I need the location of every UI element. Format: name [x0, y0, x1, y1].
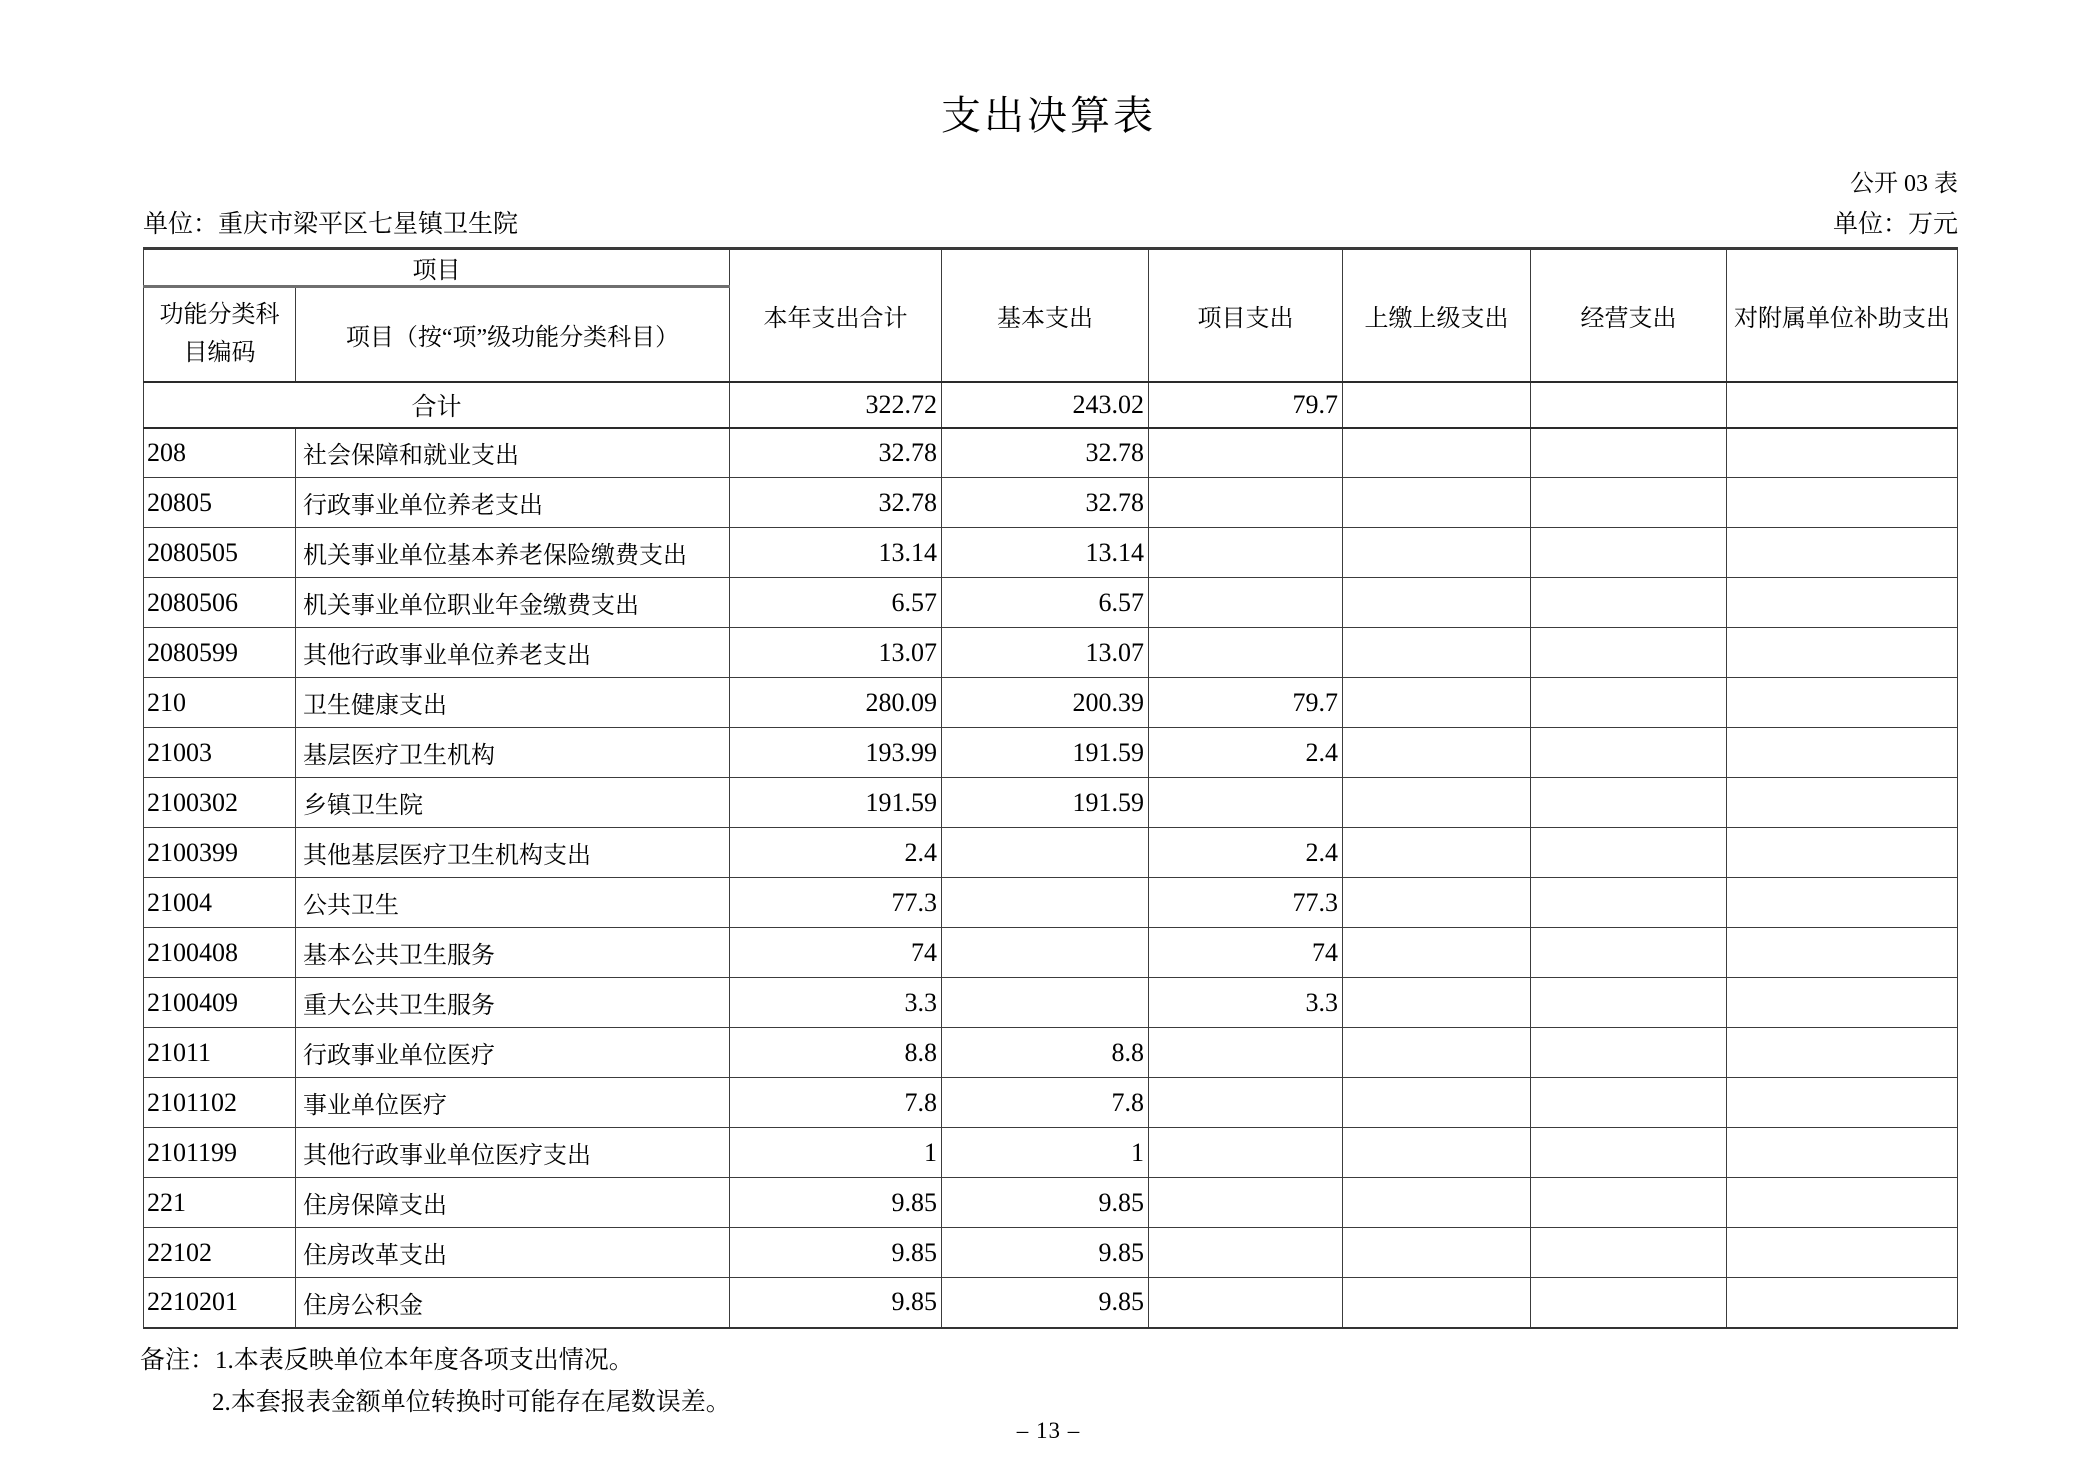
row-code: 21004 — [144, 878, 296, 928]
row-value — [1727, 1028, 1958, 1078]
row-value: 1 — [730, 1128, 942, 1178]
row-value — [1727, 1228, 1958, 1278]
row-value — [1343, 978, 1531, 1028]
row-value — [1531, 878, 1727, 928]
row-value — [942, 978, 1149, 1028]
table-row — [144, 1128, 1958, 1178]
row-value — [1727, 678, 1958, 728]
row-code: 2100399 — [144, 828, 296, 878]
row-code: 2101102 — [144, 1078, 296, 1128]
row-value — [1531, 628, 1727, 678]
row-value — [1727, 1128, 1958, 1178]
row-code: 21003 — [144, 728, 296, 778]
row-value: 193.99 — [730, 728, 942, 778]
row-value: 7.8 — [942, 1078, 1149, 1128]
row-code: 2100408 — [144, 928, 296, 978]
row-value — [1149, 628, 1343, 678]
page-number: – 13 – — [1016, 1418, 1081, 1443]
row-value — [1343, 928, 1531, 978]
header-function-code: 功能分类科目编码 — [144, 287, 296, 382]
total-row-value: 79.7 — [1149, 382, 1343, 428]
row-value: 1 — [942, 1128, 1149, 1178]
currency-unit-label: 单位：万元 — [1832, 211, 1958, 238]
row-value — [1343, 478, 1531, 528]
table-row — [144, 878, 1958, 928]
row-value — [1531, 528, 1727, 578]
row-value — [1531, 478, 1727, 528]
row-value — [1343, 628, 1531, 678]
row-value — [1149, 1228, 1343, 1278]
row-value — [1343, 678, 1531, 728]
total-row-label: 合计 — [144, 382, 730, 428]
row-name: 其他基层医疗卫生机构支出 — [296, 828, 730, 878]
row-value — [1343, 778, 1531, 828]
row-value — [1343, 1028, 1531, 1078]
row-value — [1727, 878, 1958, 928]
header-basic-expenditure: 基本支出 — [942, 249, 1149, 382]
row-value: 3.3 — [1149, 978, 1343, 1028]
row-value — [1727, 578, 1958, 628]
row-value — [1531, 928, 1727, 978]
page-title: 支出决算表 — [941, 93, 1156, 138]
row-value: 9.85 — [730, 1228, 942, 1278]
row-value: 9.85 — [942, 1228, 1149, 1278]
row-value: 9.85 — [942, 1278, 1149, 1328]
row-value: 191.59 — [942, 728, 1149, 778]
total-row — [144, 382, 1958, 428]
row-value: 74 — [730, 928, 942, 978]
row-value — [1343, 578, 1531, 628]
row-value — [1343, 1178, 1531, 1228]
row-value: 2.4 — [1149, 828, 1343, 878]
table-row — [144, 678, 1958, 728]
row-value — [1727, 928, 1958, 978]
row-value: 9.85 — [730, 1178, 942, 1228]
table-row — [144, 978, 1958, 1028]
row-code: 2100409 — [144, 978, 296, 1028]
row-value — [1727, 828, 1958, 878]
table-row — [144, 828, 1958, 878]
note-line-1: 备注：1.本表反映单位本年度各项支出情况。 — [140, 1347, 634, 1374]
table-row — [144, 628, 1958, 678]
row-value: 191.59 — [730, 778, 942, 828]
table-code-label: 公开 03 表 — [1850, 171, 1958, 197]
row-value — [1149, 528, 1343, 578]
header-subsidy-expenditure: 对附属单位补助支出 — [1727, 249, 1958, 382]
row-code: 208 — [144, 428, 296, 478]
header-row-1 — [144, 249, 1958, 287]
row-name: 机关事业单位基本养老保险缴费支出 — [296, 528, 730, 578]
row-name: 其他行政事业单位养老支出 — [296, 628, 730, 678]
row-code: 2210201 — [144, 1278, 296, 1328]
row-value: 9.85 — [942, 1178, 1149, 1228]
row-name: 住房公积金 — [296, 1278, 730, 1328]
row-value: 32.78 — [730, 428, 942, 478]
row-name: 其他行政事业单位医疗支出 — [296, 1128, 730, 1178]
row-value: 74 — [1149, 928, 1343, 978]
row-value — [1343, 828, 1531, 878]
row-name: 社会保障和就业支出 — [296, 428, 730, 478]
row-value: 2.4 — [1149, 728, 1343, 778]
row-code: 2080506 — [144, 578, 296, 628]
row-code: 20805 — [144, 478, 296, 528]
row-value — [1727, 1278, 1958, 1328]
row-name: 住房改革支出 — [296, 1228, 730, 1278]
row-name: 卫生健康支出 — [296, 678, 730, 728]
row-value: 13.07 — [730, 628, 942, 678]
table-row — [144, 1078, 1958, 1128]
expenditure-table — [143, 247, 1958, 1329]
row-name: 行政事业单位医疗 — [296, 1028, 730, 1078]
row-value — [1727, 528, 1958, 578]
row-value — [1531, 728, 1727, 778]
row-code: 22102 — [144, 1228, 296, 1278]
table-row — [144, 1178, 1958, 1228]
table-row — [144, 478, 1958, 528]
row-value — [1531, 1028, 1727, 1078]
row-value: 32.78 — [942, 428, 1149, 478]
header-operating-expenditure: 经营支出 — [1531, 249, 1727, 382]
header-total-expenditure: 本年支出合计 — [730, 249, 942, 382]
row-value — [1149, 778, 1343, 828]
header-project-group: 项目 — [144, 249, 730, 287]
row-value — [1531, 428, 1727, 478]
row-name: 事业单位医疗 — [296, 1078, 730, 1128]
row-value — [942, 878, 1149, 928]
row-value — [1531, 1278, 1727, 1328]
row-value — [1343, 1078, 1531, 1128]
row-code: 2101199 — [144, 1128, 296, 1178]
row-value — [1531, 778, 1727, 828]
row-value — [1727, 428, 1958, 478]
row-value — [1343, 1278, 1531, 1328]
table-row — [144, 928, 1958, 978]
row-value: 9.85 — [730, 1278, 942, 1328]
row-value — [1343, 728, 1531, 778]
row-value: 8.8 — [730, 1028, 942, 1078]
row-name: 基层医疗卫生机构 — [296, 728, 730, 778]
row-name: 行政事业单位养老支出 — [296, 478, 730, 528]
row-value — [1149, 1178, 1343, 1228]
total-row-value — [1531, 382, 1727, 428]
row-value — [1727, 1178, 1958, 1228]
row-value: 6.57 — [942, 578, 1149, 628]
row-value — [1727, 778, 1958, 828]
table-row — [144, 578, 1958, 628]
row-code: 2080505 — [144, 528, 296, 578]
row-name: 机关事业单位职业年金缴费支出 — [296, 578, 730, 628]
header-upturned-expenditure: 上缴上级支出 — [1343, 249, 1531, 382]
row-value — [942, 928, 1149, 978]
row-value: 77.3 — [730, 878, 942, 928]
row-value — [1727, 628, 1958, 678]
row-value: 280.09 — [730, 678, 942, 728]
row-value: 79.7 — [1149, 678, 1343, 728]
row-value — [1531, 1078, 1727, 1128]
row-value — [1149, 1128, 1343, 1178]
row-value — [1343, 428, 1531, 478]
row-value — [1727, 728, 1958, 778]
row-name: 基本公共卫生服务 — [296, 928, 730, 978]
total-row-value: 322.72 — [730, 382, 942, 428]
row-value: 6.57 — [730, 578, 942, 628]
row-value: 13.14 — [730, 528, 942, 578]
row-name: 乡镇卫生院 — [296, 778, 730, 828]
row-value — [1531, 1178, 1727, 1228]
row-value — [1149, 428, 1343, 478]
table-row — [144, 1028, 1958, 1078]
row-value — [1343, 528, 1531, 578]
table-row — [144, 528, 1958, 578]
table-header — [144, 249, 1958, 382]
row-value: 13.07 — [942, 628, 1149, 678]
unit-line — [143, 204, 1958, 240]
row-code: 2100302 — [144, 778, 296, 828]
total-row-value: 243.02 — [942, 382, 1149, 428]
header-project-expenditure: 项目支出 — [1149, 249, 1343, 382]
row-name: 住房保障支出 — [296, 1178, 730, 1228]
row-value — [1531, 1228, 1727, 1278]
table-row — [144, 428, 1958, 478]
row-code: 2080599 — [144, 628, 296, 678]
row-value: 8.8 — [942, 1028, 1149, 1078]
row-value — [1531, 828, 1727, 878]
row-value — [1727, 978, 1958, 1028]
header-item-name: 项目（按“项”级功能分类科目） — [296, 287, 730, 382]
row-value — [1531, 578, 1727, 628]
row-code: 21011 — [144, 1028, 296, 1078]
row-value — [1343, 1228, 1531, 1278]
row-code: 210 — [144, 678, 296, 728]
row-value — [1343, 1128, 1531, 1178]
table-row — [144, 728, 1958, 778]
table-body — [144, 382, 1958, 1328]
row-value — [1149, 1028, 1343, 1078]
note-line-2: 2.本套报表金额单位转换时可能存在尾数误差。 — [212, 1389, 731, 1416]
reporting-unit-label: 单位：重庆市梁平区七星镇卫生院 — [143, 211, 519, 238]
total-row-value — [1727, 382, 1958, 428]
row-value: 32.78 — [730, 478, 942, 528]
row-value: 191.59 — [942, 778, 1149, 828]
total-row-value — [1343, 382, 1531, 428]
row-value: 200.39 — [942, 678, 1149, 728]
row-code: 221 — [144, 1178, 296, 1228]
row-value — [1727, 1078, 1958, 1128]
row-value: 13.14 — [942, 528, 1149, 578]
row-value — [1531, 678, 1727, 728]
row-value — [942, 828, 1149, 878]
row-value — [1727, 478, 1958, 528]
row-value — [1149, 1078, 1343, 1128]
row-value — [1531, 1128, 1727, 1178]
row-value — [1149, 578, 1343, 628]
row-value: 2.4 — [730, 828, 942, 878]
row-value: 3.3 — [730, 978, 942, 1028]
row-value: 77.3 — [1149, 878, 1343, 928]
table-row — [144, 1278, 1958, 1328]
row-value — [1531, 978, 1727, 1028]
row-value — [1149, 478, 1343, 528]
row-value — [1149, 1278, 1343, 1328]
row-value — [1343, 878, 1531, 928]
table-row — [144, 1228, 1958, 1278]
row-value: 32.78 — [942, 478, 1149, 528]
row-name: 公共卫生 — [296, 878, 730, 928]
row-name: 重大公共卫生服务 — [296, 978, 730, 1028]
table-row — [144, 778, 1958, 828]
row-value: 7.8 — [730, 1078, 942, 1128]
